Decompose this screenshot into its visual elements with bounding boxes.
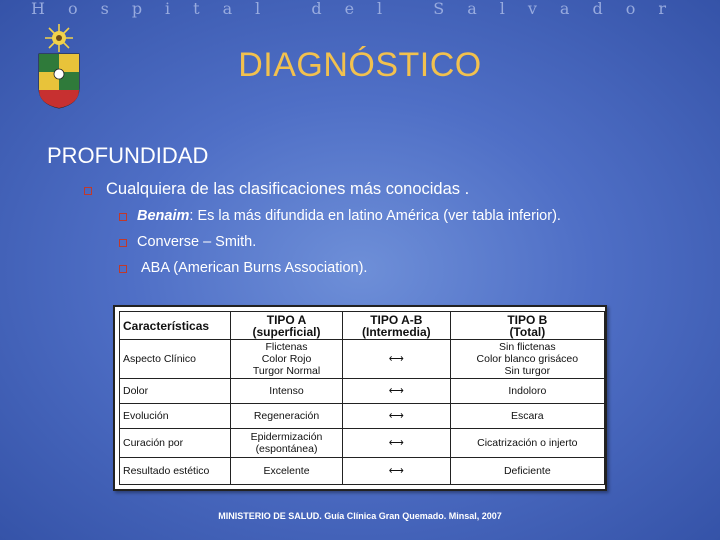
bullet-square-icon xyxy=(119,265,127,273)
table-row xyxy=(120,457,605,484)
row-label: Aspecto Clínico xyxy=(120,340,231,378)
section-title: PROFUNDIDAD xyxy=(47,143,209,168)
bullet-square-icon xyxy=(84,187,92,195)
sub-bullet-converse-smith: Converse – Smith. xyxy=(137,234,257,250)
cell-tipo-b: Escara xyxy=(450,404,604,429)
bullet-square-icon xyxy=(119,213,127,221)
table-row xyxy=(120,429,605,457)
cell-tipo-b: Sin flictenas Color blanco grisáceo Sin turgor xyxy=(450,340,604,378)
row-label: Evolución xyxy=(120,404,231,429)
double-arrow-icon: ⟷ xyxy=(343,378,451,403)
slide-title: DIAGNÓSTICO xyxy=(238,46,482,84)
source-citation: MINISTERIO DE SALUD. Guía Clínica Gran Quemado. Minsal, 2007 xyxy=(218,511,502,521)
cell-tipo-b: Indoloro xyxy=(450,378,604,403)
cell-tipo-a: Flictenas Color Rojo Turgor Normal xyxy=(231,340,343,378)
cell-tipo-a: Excelente xyxy=(231,457,343,484)
row-label: Resultado estético xyxy=(120,457,231,484)
row-label: Curación por xyxy=(120,429,231,457)
double-arrow-icon: ⟷ xyxy=(343,429,451,457)
bullet-classifications: Cualquiera de las clasificaciones más conocidas . xyxy=(106,180,470,198)
header-tipo-a: TIPO A (superficial) xyxy=(231,312,343,340)
sub-bullet-aba: ABA (American Burns Association). xyxy=(141,260,368,276)
cell-tipo-b: Cicatrización o injerto xyxy=(450,429,604,457)
burn-depth-table xyxy=(119,311,605,485)
table-row xyxy=(120,378,605,403)
header-tipo-ab: TIPO A-B (Intermedia) xyxy=(343,312,451,340)
cell-tipo-a: Epidermización (espontánea) xyxy=(231,429,343,457)
table-header-row xyxy=(120,312,605,340)
double-arrow-icon: ⟷ xyxy=(343,404,451,429)
table-row xyxy=(120,340,605,378)
header-caracteristicas: Características xyxy=(120,312,231,340)
cell-tipo-a: Regeneración xyxy=(231,404,343,429)
cell-tipo-b: Deficiente xyxy=(450,457,604,484)
classification-table-image xyxy=(113,305,607,491)
row-label: Dolor xyxy=(120,378,231,403)
hospital-name-banner: Hospital del Salvador xyxy=(31,0,689,18)
double-arrow-icon: ⟷ xyxy=(343,340,451,378)
cell-tipo-a: Intenso xyxy=(231,378,343,403)
header-tipo-b: TIPO B (Total) xyxy=(450,312,604,340)
double-arrow-icon: ⟷ xyxy=(343,457,451,484)
table-row xyxy=(120,404,605,429)
bullet-square-icon xyxy=(119,239,127,247)
sub-bullet-benaim: Benaim: Es la más difundida en latino América (ver tabla inferior). xyxy=(137,208,561,224)
